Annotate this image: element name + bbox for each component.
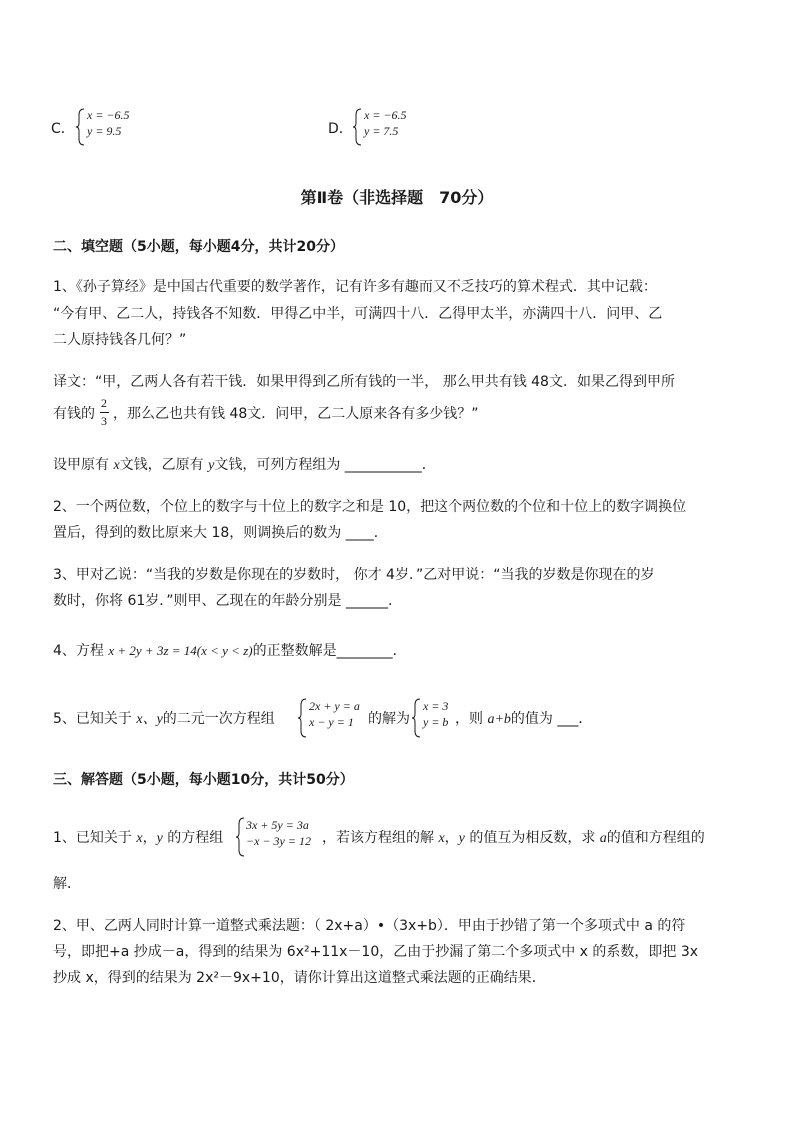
s2-q5-solution [423,698,448,730]
choice-d-system [364,107,407,139]
equation-line: x = 3 [423,699,449,713]
equation-line: y = b [423,715,449,729]
fraction-numerator: 2 [101,396,107,410]
s2-q1-line2: “今有甲、乙二人，持钱各不知数．甲得乙中半，可满四十八．乙得甲太半，亦满四十八．问甲、乙 [53,306,663,322]
fraction-denominator: 3 [101,414,107,428]
s2-q3-line2: 数时，你将 61岁．”则甲、乙现在的年龄分别是 ______． [53,593,402,609]
s2-q1-line5b: ，那么乙也共有钱 48文．问甲，乙二人原来各有多少钱？” [113,406,479,422]
section3-heading: 三、解答题（5小题，每小题10分，共计50分） [53,772,354,788]
equation-line: 2x + y = a [309,699,360,713]
equation-line: x = −6.5 [87,108,130,122]
s2-q3-line1: 3、甲对乙说：“当我的岁数是你现在的岁数时， 你才 4岁．”乙对甲说：“当我的岁数是你现在的岁 [53,567,655,583]
s2-q5-suffix: ，则 a+b的值为 ___． [455,711,593,727]
s2-q1-line1: 1、《孙子算经》是中国古代重要的数学著作，记有许多有趣而又不乏技巧的算术程式．其中记载： [53,279,657,295]
equation-line: y = 7.5 [364,124,399,138]
s2-q5-prefix: 5、已知关于 x、y的二元一次方程组 [53,711,275,727]
brace-icon [353,108,363,146]
s2-q5-system [309,698,360,730]
equation-line: y = 9.5 [87,124,122,138]
s3-q1-prefix: 1、已知关于 x，y 的方程组 [53,830,224,846]
brace-icon [412,698,422,738]
choice-c-system [87,107,130,139]
fraction-two-thirds [97,396,111,429]
equation-line: x − y = 1 [309,715,354,729]
s2-q1-line3: 二人原持钱各几何？” [53,332,187,348]
equation-line: 3x + 5y = 3a [246,818,309,832]
s3-q1-system [246,817,311,849]
brace-icon [76,108,86,146]
s2-q4: 4、方程 x + 2y + 3z = 14(x < y < z)的正整数解是________． [53,643,407,659]
s2-q1-line5a: 有钱的 [53,406,95,422]
s3-q1-suffix: ，若该方程组的解 x，y 的值互为相反数，求 a的值和方程组的 [322,830,705,846]
choice-c-label: C． [51,121,75,137]
s3-q1-line2: 解． [53,876,81,892]
s2-q1-line6: 设甲原有 x文钱，乙原有 y文钱，可列方程组为 ___________． [53,457,436,473]
s3-q2-line3: 抄成 x，得到的结果为 2x²－9x+10，请你计算出这道整式乘法题的正确结果． [53,970,546,986]
equation-line: −x − 3y = 12 [246,834,311,848]
s3-q2-line2: 号，即把+a 抄成－a，得到的结果为 6x²+11x－10，乙由于抄漏了第二个多项式中 x 的系数，即把 3x [53,944,699,960]
equation-line: x = −6.5 [364,108,407,122]
s2-q5-mid2: 的解为 [368,711,410,727]
s3-q2-line1: 2、甲、乙两人同时计算一道整式乘法题：（ 2x+a）•（3x+b）．甲由于抄错了第一个多项式中 a 的符 [53,918,686,934]
s2-q2-line1: 2、一个两位数，个位上的数字与十位上的数字之和是 10，把这个两位数的个位和十位上的数字调换位 [53,499,687,515]
s2-q1-line4: 译文：“甲，乙两人各有若干钱．如果甲得到乙所有钱的一半， 那么甲共有钱 48文．如果乙得到甲所 [53,374,675,390]
brace-icon [236,817,246,857]
brace-icon [298,698,308,738]
part2-title: 第Ⅱ卷（非选择题 70分） [300,188,494,207]
choice-d-label: D． [328,121,353,137]
section2-heading: 二、填空题（5小题，每小题4分，共计20分） [53,239,344,255]
s2-q2-line2: 置后，得到的数比原来大 18，则调换后的数为 ____． [53,525,388,541]
